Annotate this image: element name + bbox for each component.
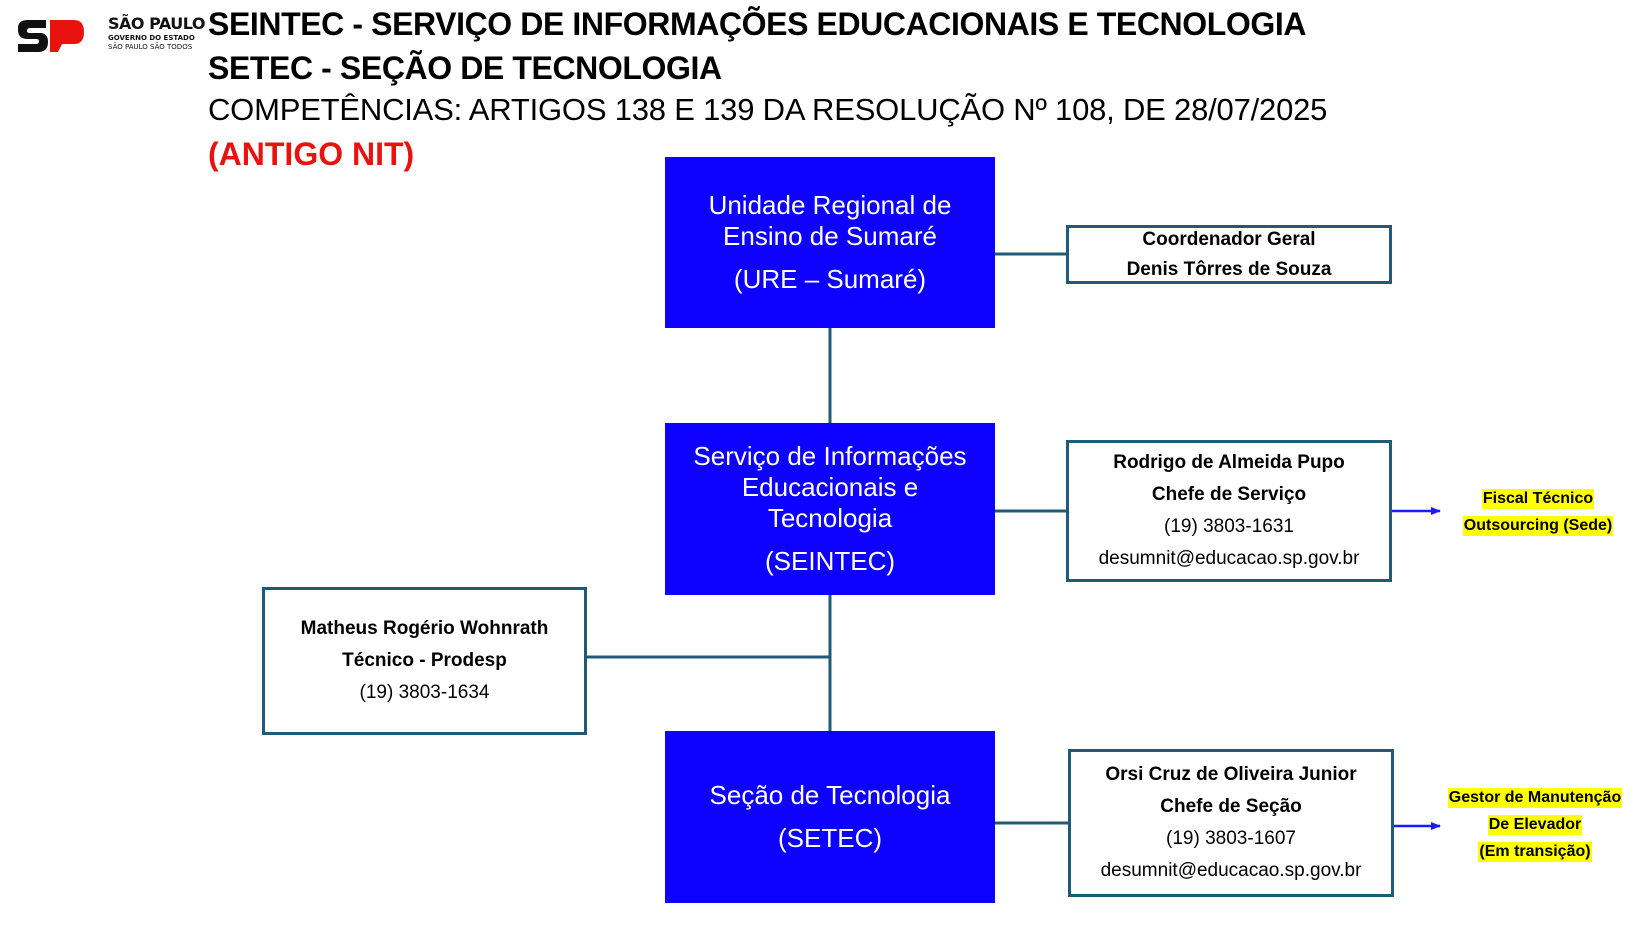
ure-sumare-box <box>665 157 995 328</box>
chefe-servico-role: Chefe de Serviço <box>1151 484 1307 505</box>
seintec-box <box>665 423 995 595</box>
title-antigo-nit: (ANTIGO NIT) <box>208 136 415 172</box>
title-seintec: SEINTEC - SERVIÇO DE INFORMAÇÕES EDUCACIONAIS E TECNOLOGIA <box>208 6 1307 42</box>
gestor-line-3: (Em transição) <box>1479 843 1591 860</box>
title-competencias: COMPETÊNCIAS: ARTIGOS 138 E 139 DA RESOLUÇÃO Nº 108, DE 28/07/2025 <box>208 92 1328 127</box>
chefe-secao-role: Chefe de Seção <box>1160 796 1302 817</box>
ure-line-2: Ensino de Sumaré <box>723 221 937 251</box>
logo-slogan: SÃO PAULO SÃO TODOS <box>108 43 193 51</box>
ure-abbr: (URE – Sumaré) <box>733 264 927 294</box>
tecnico-prodesp-box <box>262 587 587 735</box>
chefe-secao-email: desumnit@educacao.sp.gov.br <box>1100 860 1362 881</box>
chefe-secao-box <box>1068 749 1394 897</box>
chefe-servico-name: Rodrigo de Almeida Pupo <box>1113 452 1345 473</box>
seintec-abbr: (SEINTEC) <box>765 546 895 576</box>
coordenador-role: Coordenador Geral <box>1142 228 1316 250</box>
coordenador-name: Denis Tôrres de Souza <box>1126 258 1332 280</box>
fiscal-line-1: Fiscal Técnico <box>1482 490 1594 507</box>
gestor-line-2: De Elevador <box>1488 816 1582 833</box>
logo-title: SÃO PAULO <box>108 14 205 33</box>
chefe-servico-phone: (19) 3803-1631 <box>1164 516 1294 537</box>
ure-line-1: Unidade Regional de <box>708 190 952 220</box>
chefe-servico-email: desumnit@educacao.sp.gov.br <box>1098 548 1360 569</box>
setec-box <box>665 731 995 903</box>
fiscal-tecnico-note <box>1448 485 1628 539</box>
title-setec: SETEC - SEÇÃO DE TECNOLOGIA <box>208 50 722 86</box>
fiscal-line-2: Outsourcing (Sede) <box>1463 517 1613 534</box>
tecnico-name: Matheus Rogério Wohnrath <box>300 618 549 639</box>
tecnico-phone: (19) 3803-1634 <box>359 682 490 703</box>
setec-line-1: Seção de Tecnologia <box>709 780 951 810</box>
chefe-secao-name: Orsi Cruz de Oliveira Junior <box>1105 764 1357 785</box>
seintec-line-1: Serviço de Informações <box>693 441 967 471</box>
gestor-manutencao-note <box>1440 784 1630 865</box>
setec-abbr: (SETEC) <box>778 823 882 853</box>
logo-subtitle: GOVERNO DO ESTADO <box>108 34 195 42</box>
seintec-line-3: Tecnologia <box>767 503 893 533</box>
chefe-secao-phone: (19) 3803-1607 <box>1166 828 1296 849</box>
gestor-line-1: Gestor de Manutenção <box>1448 789 1622 806</box>
tecnico-role: Técnico - Prodesp <box>342 650 507 671</box>
seintec-line-2: Educacionais e <box>741 472 919 502</box>
chefe-servico-box <box>1066 440 1392 582</box>
coordenador-geral-box <box>1066 225 1392 284</box>
